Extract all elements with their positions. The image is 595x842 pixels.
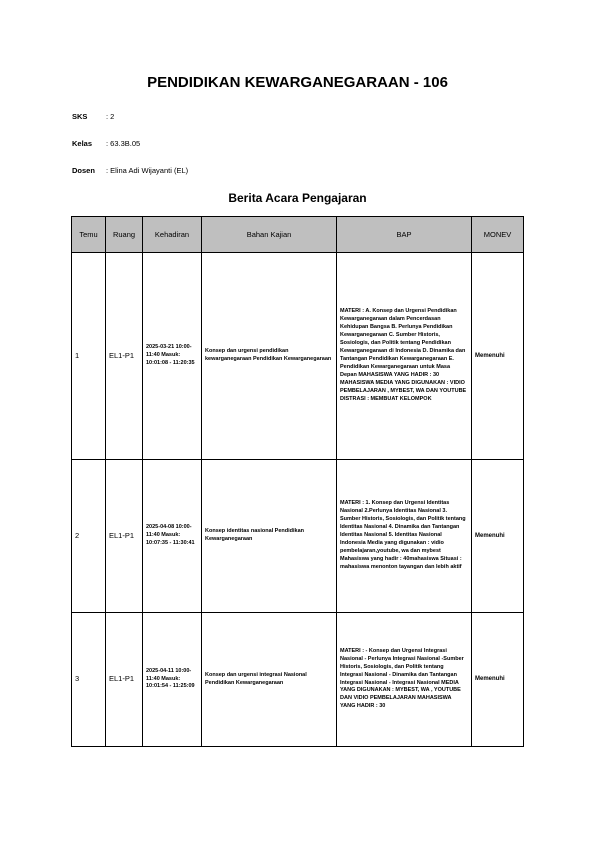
meta-sks (72, 112, 114, 121)
cell-kehadiran: 2025-04-08 10:00-11:40 Masuk: 10:07:35 - 11:30:41 (143, 460, 202, 613)
cell-ruang: EL1-P1 (106, 460, 143, 613)
header-temu: Temu (72, 217, 106, 253)
meta-dosen (72, 166, 188, 175)
cell-ruang: EL1-P1 (106, 253, 143, 460)
meta-kelas (72, 139, 140, 148)
table-row (72, 253, 524, 460)
meta-label: Dosen (72, 166, 95, 175)
page-title: PENDIDIKAN KEWARGANEGARAAN - 106 (147, 74, 448, 91)
section-title: Berita Acara Pengajaran (228, 191, 367, 205)
header-monev: MONEV (472, 217, 524, 253)
meta-value: : Elina Adi Wijayanti (EL) (106, 166, 189, 175)
header-bap: BAP (337, 217, 472, 253)
meta-label: Kelas (72, 139, 93, 148)
bap-table (71, 216, 524, 747)
cell-monev: Memenuhi (472, 613, 524, 747)
cell-bap: MATERI : A. Konsep dan Urgensi Pendidikan Kewarganegaraan dalam Pencerdasan Kehidupan Bangsa B. Perlunya Pendidikan Kewarganegaraan C. Sumber Historis, Sosiologis, dan Politik tentang Pendidikan Kewarganegaraan di Indonesia D. Dinamika dan Tantangan Pendidikan Kewarganegaraan E. Pendidikan Kewarganegaraan untuk Masa Depan MAHASISWA YANG HADIR : 30 MAHASISWA MEDIA YANG DIGUNAKAN : VIDIO PEMBELAJARAN , MYBEST, WA DAN YOUTUBE DISTRASI : MEMBUAT KELOMPOK (337, 253, 472, 460)
cell-bap: MATERI : - Konsep dan Urgensi Integrasi Nasional - Perlunya Integrasi Nasional -Sumber Historis, Sosiologis, dan Politik tentang Integrasi Nasional - Dinamika dan Tantangan Integrasi Nasional - Integrasi Nasional MEDIA YANG DIGUNAKAN : MYBEST, WA , YOUTUBE DAN VIDIO PEMBELAJARAN MAHASISWA YANG HADIR : 30 (337, 613, 472, 747)
cell-bahan-kajian: Konsep identitas nasional Pendidikan Kewarganegaraan (202, 460, 337, 613)
meta-label: SKS (72, 112, 88, 121)
cell-ruang: EL1-P1 (106, 613, 143, 747)
meta-value: : 2 (106, 112, 115, 121)
header-bahan-kajian: Bahan Kajian (202, 217, 337, 253)
cell-temu: 1 (72, 253, 106, 460)
cell-kehadiran: 2025-03-21 10:00-11:40 Masuk: 10:01:08 - 11:20:35 (143, 253, 202, 460)
cell-bahan-kajian: Konsep dan urgensi pendidikan kewarganegaraan Pendidikan Kewarganegaraan (202, 253, 337, 460)
cell-temu: 2 (72, 460, 106, 613)
cell-monev: Memenuhi (472, 253, 524, 460)
table-header-row (72, 217, 524, 253)
table-row (72, 460, 524, 613)
cell-bahan-kajian: Konsep dan urgensi integrasi Nasional Pendidikan Kewarganegaraan (202, 613, 337, 747)
header-ruang: Ruang (106, 217, 143, 253)
cell-monev: Memenuhi (472, 460, 524, 613)
cell-bap: MATERI : 1. Konsep dan Urgensi Identitas Nasional 2.Perlunya Identitas Nasional 3. Sumber Historis, Sosiologis, dan Politik tentang Identitas Nasional 4. Dinamika dan Tantangan Identitas Nasional 5. Identitas Nasional Indonesia Media yang digunakan : vidio pembelajaran,youtube, wa dan mybest Mahasiswa yang hadir : 40mahasiswa Situasi : mahasiswa menonton tayangan dan lebih aktif (337, 460, 472, 613)
cell-kehadiran: 2025-04-11 10:00-11:40 Masuk: 10:01:54 - 11:25:09 (143, 613, 202, 747)
table-row (72, 613, 524, 747)
meta-value: : 63.3B.05 (106, 139, 141, 148)
header-kehadiran: Kehadiran (143, 217, 202, 253)
cell-temu: 3 (72, 613, 106, 747)
